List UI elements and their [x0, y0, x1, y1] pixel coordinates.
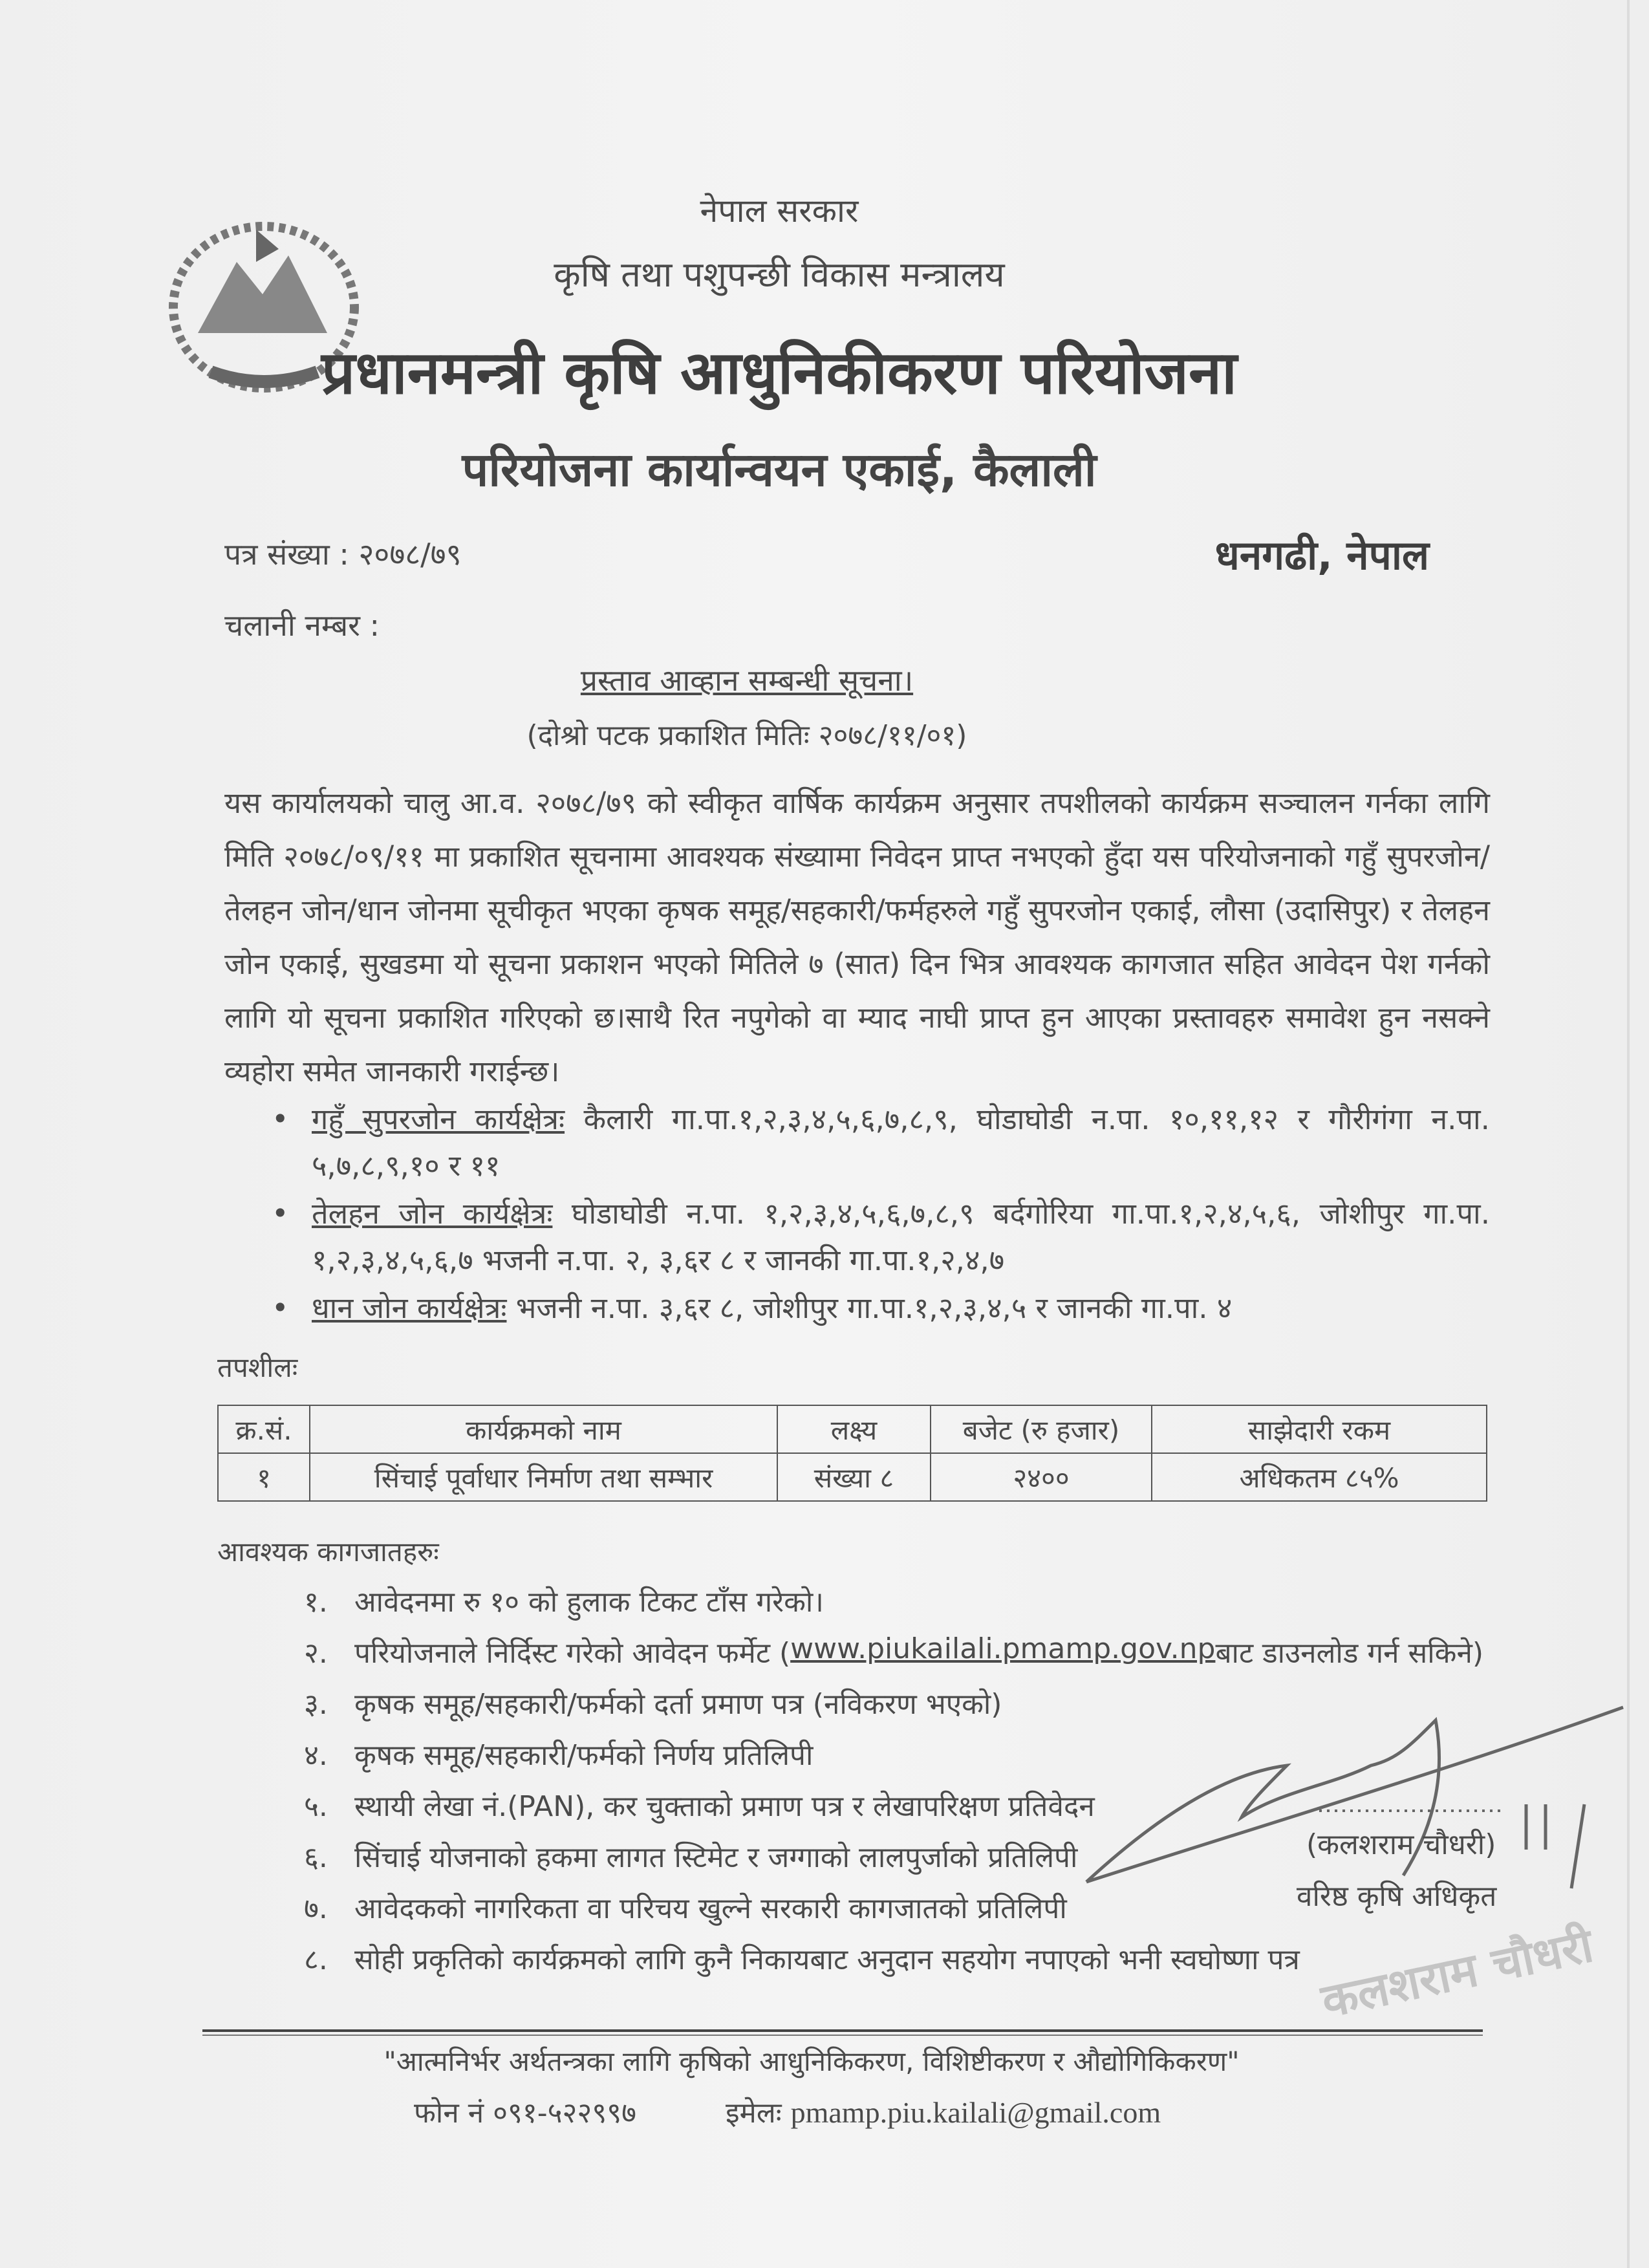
item-text: बाट डाउनलोड गर्न सकिने)	[1215, 1637, 1484, 1670]
footer-contact	[414, 2092, 1161, 2131]
cell-share: अधिकतम ८५%	[1152, 1453, 1487, 1501]
cell-budget: २४००	[931, 1453, 1152, 1501]
email-address[interactable]: pmamp.piu.kailali@gmail.com	[790, 2096, 1161, 2129]
zone-text: कैलारी गा.पा.१,२,३,४,५,६,७,८,९, घोडाघोडी न.पा. १०,११,१२ र गौरीगंगा न.पा. ५,७,८,९,१० र ११	[312, 1102, 1490, 1183]
col-share: साझेदारी रकम	[1152, 1405, 1487, 1453]
item-text: आवेदनमा रु १० को हुलाक टिकट टाँस गरेको।	[354, 1586, 824, 1619]
item-text: परियोजनाले निर्दिस्ट गरेको आवेदन फर्मेट (	[354, 1637, 791, 1670]
location: धनगढी, नेपाल	[1214, 532, 1429, 579]
item-text: सोही प्रकृतिको कार्यक्रमको लागि कुनै निकायबाट अनुदान सहयोग नपाएको भनी स्वघोष्णा पत्र	[354, 1943, 1300, 1976]
item-number: २.	[304, 1637, 328, 1670]
zone-text: घोडाघोडी न.पा. १,२,३,४,५,६,७,८,९ बर्दगोरिया गा.पा.१,२,४,५,६, जोशीपुर गा.पा. १,२,३,४,५,६,७ भजनी न.पा. २, ३,६र ८ र जानकी गा.पा.१,२,४,७	[312, 1196, 1491, 1277]
details-label: तपशीलः	[217, 1352, 298, 1383]
page-edge	[1627, 0, 1630, 2268]
item-text: सिंचाई योजनाको हकमा लागत स्टिमेट र जग्गाको लालपुर्जाको प्रतिलिपी	[354, 1841, 1078, 1874]
zone-item	[272, 1285, 1490, 1332]
footer-motto: "आत्मनिर्भर अर्थतन्त्रका लागि कृषिको आधुनिकिकरण, विशिष्टीकरण र औद्योगिकिकरण"	[383, 2046, 1240, 2077]
documents-title: आवश्यक कागजातहरुः	[217, 1536, 439, 1568]
ministry-name: कृषि तथा पशुपन्छी विकास मन्त्रालय	[554, 254, 1005, 295]
program-table	[217, 1405, 1487, 1502]
letter-number-label: पत्र संख्या :	[224, 537, 349, 572]
notice-title	[0, 660, 1571, 700]
cell-program: सिंचाई पूर्वाधार निर्माण तथा सम्भार	[310, 1453, 777, 1501]
zone-label: गहुँ सुपरजोन कार्यक्षेत्रः	[312, 1102, 565, 1136]
list-item	[304, 1632, 1483, 1683]
signatory-name: (कलशराम चौधरी)	[1306, 1828, 1496, 1861]
phone-label: फोन नं	[414, 2097, 484, 2130]
notice-body: यस कार्यालयको चालु आ.व. २०७८/७९ को स्वीकृत वार्षिक कार्यक्रम अनुसार तपशीलको कार्यक्रम सञ्चालन गर्नका लागि मिति २०७८/०९/११ मा प्रकाशित सूचनामा आवश्यक संख्यामा निवेदन प्राप्त नभएको हुँदा यस परियोजनाको गहुँ सुपरजोन/तेलहन जोन/धान जोनमा सूचीकृत भएका कृषक समूह/सहकारी/फर्महरुले गहुँ सुपरजोन एकाई, लौसा (उदासिपुर) र तेलहन जोन एकाई, सुखडमा यो सूचना प्रकाशन भएको मितिले ७ (सात) दिन भित्र आवश्यक कागजात सहित आवेदन पेश गर्नको लागि यो सूचना प्रकाशित गरिएको छ।साथै रित नपुगेको वा म्याद नाघी प्राप्त हुन आएका प्रस्तावहरु समावेश हुन नसक्ने व्यहोरा समेत जानकारी गराईन्छ।	[224, 786, 1490, 1088]
zone-label: तेलहन जोन कार्यक्षेत्रः	[312, 1196, 553, 1231]
list-item	[304, 1581, 1483, 1632]
name-stamp: कलशराम चौधरी	[1317, 1917, 1598, 2029]
table-row	[218, 1453, 1487, 1501]
item-number: ७.	[304, 1892, 328, 1925]
unit-name: परियोजना कार्यान्वयन एकाई, कैलाली	[462, 442, 1097, 497]
email-label: इमेलः	[725, 2097, 782, 2130]
col-serial: क्र.सं.	[218, 1405, 310, 1453]
dispatch-number-label: चलानी नम्बर :	[224, 608, 380, 643]
table-header-row	[218, 1405, 1487, 1453]
item-text: स्थायी लेखा नं.(PAN), कर चुक्ताको प्रमाण पत्र र लेखापरिक्षण प्रतिवेदन	[354, 1790, 1095, 1823]
zone-item	[272, 1191, 1490, 1284]
zone-text: भजनी न.पा. ३,६र ८, जोशीपुर गा.पा.१,२,३,४,५ र जानकी गा.पा. ४	[506, 1291, 1233, 1325]
letter-number-value: २०७८/७९	[358, 537, 462, 572]
zone-label: धान जोन कार्यक्षेत्रः	[312, 1291, 507, 1325]
item-text: कृषक समूह/सहकारी/फर्मको दर्ता प्रमाण पत्र (नविकरण भएको)	[354, 1688, 1002, 1721]
item-number: ८.	[304, 1943, 328, 1976]
list-item	[304, 1939, 1483, 1990]
notice-title-text: प्रस्ताव आव्हान सम्बन्धी सूचना।	[580, 663, 914, 698]
item-number: ३.	[304, 1688, 328, 1721]
government-name: नेपाल सरकार	[700, 192, 859, 230]
signatory-title: वरिष्ठ कृषि अधिकृत	[1297, 1880, 1497, 1913]
col-target: लक्ष्य	[777, 1405, 931, 1453]
website-link[interactable]: www.piukailali.pmamp.gov.np	[790, 1632, 1216, 1665]
project-name: प्रधानमन्त्री कृषि आधुनिकीकरण परियोजना	[321, 338, 1237, 407]
cell-target: संख्या ८	[777, 1453, 931, 1501]
item-number: ५.	[304, 1790, 328, 1823]
item-text: आवेदकको नागरिकता वा परिचय खुल्ने सरकारी कागजातको प्रतिलिपी	[354, 1892, 1067, 1925]
zone-item	[272, 1096, 1490, 1189]
zone-list	[272, 1096, 1490, 1333]
item-number: ४.	[304, 1739, 328, 1772]
item-number: ६.	[304, 1841, 328, 1874]
notice-subtitle: (दोश्रो पटक प्रकाशित मितिः २०७८/११/०१)	[526, 719, 967, 752]
footer-divider	[202, 2029, 1483, 2036]
cell-serial: १	[218, 1453, 310, 1501]
col-budget: बजेट (रु हजार)	[931, 1405, 1152, 1453]
phone-number: ०९१-५२२९९७	[493, 2097, 636, 2130]
col-program: कार्यक्रमको नाम	[310, 1405, 777, 1453]
item-number: १.	[304, 1586, 328, 1619]
item-text: कृषक समूह/सहकारी/फर्मको निर्णय प्रतिलिपी	[354, 1739, 814, 1772]
letter-number	[224, 534, 462, 574]
